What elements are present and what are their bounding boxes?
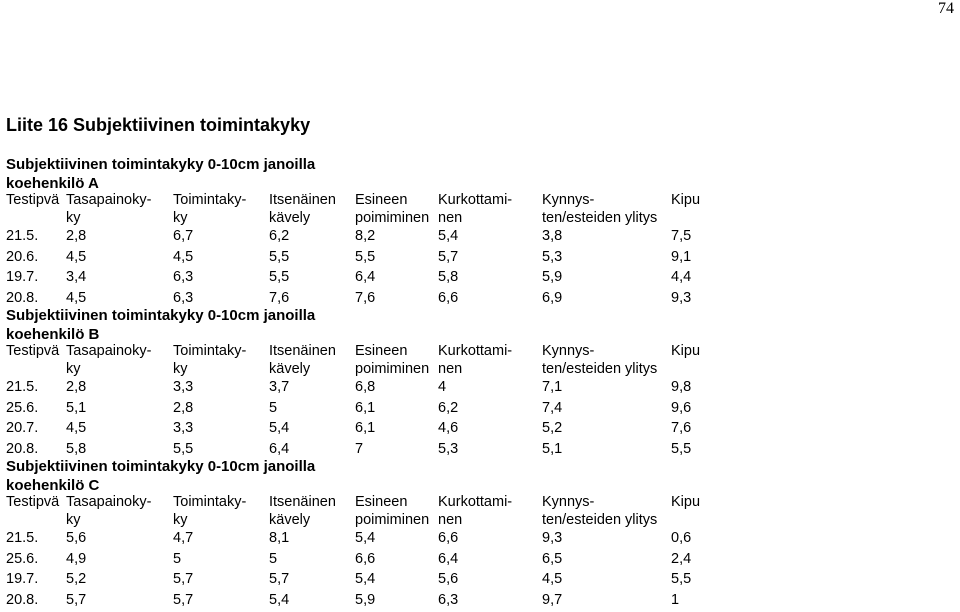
score-cell: 3,3 (172, 420, 268, 441)
column-header-line: Itsenäinen (269, 494, 354, 512)
column-header-line: poimiminen (355, 512, 437, 530)
score-cell: 7,5 (670, 228, 730, 249)
column-header-line: Testipvä (6, 494, 65, 512)
score-cell: 7,6 (354, 290, 437, 311)
date-cell: 20.7. (5, 420, 65, 441)
column-header (354, 494, 437, 530)
score-cell: 9,6 (670, 400, 730, 421)
column-header-line: Kipu (671, 494, 730, 512)
score-cell: 2,8 (65, 379, 172, 400)
column-header-line: Kynnys- (542, 192, 670, 210)
table-row (5, 400, 730, 421)
column-header-line: poimiminen (355, 210, 437, 228)
score-cell: 4,7 (172, 530, 268, 551)
score-cell: 5,8 (65, 441, 172, 462)
section-heading-a (6, 155, 315, 193)
column-header-line: ky (66, 210, 172, 228)
score-cell: 6,4 (268, 441, 354, 462)
column-header-line: ky (173, 512, 268, 530)
score-cell: 5,4 (268, 592, 354, 612)
date-cell: 20.8. (5, 441, 65, 462)
column-header-line: kävely (269, 361, 354, 379)
column-header-line: kävely (269, 210, 354, 228)
column-header-line: ten/esteiden ylitys (542, 210, 670, 228)
date-cell: 20.6. (5, 249, 65, 270)
score-cell: 5,1 (541, 441, 670, 462)
score-cell: 7,6 (670, 420, 730, 441)
column-header-line: Kipu (671, 192, 730, 210)
score-cell: 2,8 (172, 400, 268, 421)
section-heading-b (6, 306, 315, 344)
column-header (354, 343, 437, 379)
score-cell: 5,7 (65, 592, 172, 612)
score-cell: 6,4 (437, 551, 541, 572)
score-cell: 1 (670, 592, 730, 612)
column-header (5, 343, 65, 379)
column-header (437, 494, 541, 530)
column-header (541, 494, 670, 530)
score-cell: 5,7 (172, 571, 268, 592)
column-header (65, 343, 172, 379)
score-cell: 6,8 (354, 379, 437, 400)
column-header (268, 343, 354, 379)
table-row (5, 228, 730, 249)
score-cell: 6,2 (437, 400, 541, 421)
column-header-line: Tasapainoky- (66, 494, 172, 512)
score-cell: 5,2 (541, 420, 670, 441)
score-cell: 5,9 (541, 269, 670, 290)
column-header-line: Esineen (355, 494, 437, 512)
column-header-line: Kurkottami- (438, 343, 541, 361)
score-cell: 9,1 (670, 249, 730, 270)
score-cell: 6,1 (354, 400, 437, 421)
column-header (437, 192, 541, 228)
table-row (5, 269, 730, 290)
score-cell: 5,1 (65, 400, 172, 421)
score-cell: 8,2 (354, 228, 437, 249)
score-cell: 6,3 (172, 290, 268, 311)
section-title-line1: Subjektiivinen toimintakyky 0-10cm janoilla (6, 155, 315, 174)
score-cell: 3,8 (541, 228, 670, 249)
column-header-line: Kipu (671, 343, 730, 361)
column-header-line: ky (66, 512, 172, 530)
score-cell: 5 (268, 551, 354, 572)
column-header-line: Tasapainoky- (66, 192, 172, 210)
score-cell: 7,1 (541, 379, 670, 400)
column-header-line: Kurkottami- (438, 494, 541, 512)
column-header (541, 192, 670, 228)
score-cell: 5,8 (437, 269, 541, 290)
score-cell: 4,4 (670, 269, 730, 290)
column-header-line: ky (66, 361, 172, 379)
score-cell: 5 (268, 400, 354, 421)
column-header (670, 343, 730, 379)
column-header-line: ten/esteiden ylitys (542, 361, 670, 379)
score-cell: 5,4 (354, 571, 437, 592)
table-row (5, 379, 730, 400)
score-cell: 5,7 (437, 249, 541, 270)
table-row (5, 530, 730, 551)
score-cell: 9,7 (541, 592, 670, 612)
score-cell: 7 (354, 441, 437, 462)
appendix-title: Liite 16 Subjektiivinen toimintakyky (6, 112, 310, 138)
column-header-line: ky (173, 210, 268, 228)
date-cell: 25.6. (5, 551, 65, 572)
score-cell: 5,4 (268, 420, 354, 441)
column-header-line: nen (438, 210, 541, 228)
column-header-line: Testipvä (6, 343, 65, 361)
header-row (5, 494, 730, 530)
score-cell: 4,5 (65, 420, 172, 441)
column-header (354, 192, 437, 228)
score-cell: 6,6 (437, 530, 541, 551)
column-header (65, 494, 172, 530)
column-header-line: Toimintaky- (173, 192, 268, 210)
score-cell: 0,6 (670, 530, 730, 551)
date-cell: 25.6. (5, 400, 65, 421)
score-cell: 4,5 (541, 571, 670, 592)
column-header (172, 343, 268, 379)
date-cell: 20.8. (5, 290, 65, 311)
column-header (268, 192, 354, 228)
score-cell: 6,7 (172, 228, 268, 249)
score-cell: 7,4 (541, 400, 670, 421)
score-cell: 7,6 (268, 290, 354, 311)
column-header (541, 343, 670, 379)
score-cell: 5,4 (354, 530, 437, 551)
score-cell: 6,4 (354, 269, 437, 290)
table-row (5, 420, 730, 441)
column-header-line: Itsenäinen (269, 192, 354, 210)
column-header (172, 494, 268, 530)
column-header (670, 192, 730, 228)
section-title-line1: Subjektiivinen toimintakyky 0-10cm janoilla (6, 306, 315, 325)
score-cell: 5,6 (437, 571, 541, 592)
score-cell: 6,6 (354, 551, 437, 572)
section-title-subject: koehenkilö C (6, 476, 315, 495)
score-cell: 6,6 (437, 290, 541, 311)
date-cell: 19.7. (5, 269, 65, 290)
column-header-line: Itsenäinen (269, 343, 354, 361)
score-cell: 4,5 (172, 249, 268, 270)
date-cell: 21.5. (5, 530, 65, 551)
score-cell: 5,3 (541, 249, 670, 270)
table-row (5, 571, 730, 592)
score-cell: 4,5 (65, 249, 172, 270)
section-title-subject: koehenkilö B (6, 325, 315, 344)
score-cell: 3,4 (65, 269, 172, 290)
score-cell: 6,5 (541, 551, 670, 572)
score-cell: 5,5 (172, 441, 268, 462)
column-header-line: nen (438, 512, 541, 530)
column-header-line: Esineen (355, 343, 437, 361)
score-cell: 5,2 (65, 571, 172, 592)
results-table-a (5, 192, 730, 310)
column-header-line: Kynnys- (542, 343, 670, 361)
column-header-line: Tasapainoky- (66, 343, 172, 361)
score-cell: 6,3 (437, 592, 541, 612)
column-header-line: poimiminen (355, 361, 437, 379)
section-heading-c (6, 457, 315, 495)
header-row (5, 192, 730, 228)
column-header (437, 343, 541, 379)
date-cell: 21.5. (5, 379, 65, 400)
table-row (5, 249, 730, 270)
score-cell: 6,1 (354, 420, 437, 441)
column-header (65, 192, 172, 228)
score-cell: 5,5 (268, 269, 354, 290)
score-cell: 5,5 (354, 249, 437, 270)
score-cell: 5,9 (354, 592, 437, 612)
date-cell: 19.7. (5, 571, 65, 592)
score-cell: 3,7 (268, 379, 354, 400)
score-cell: 4,9 (65, 551, 172, 572)
results-table-b (5, 343, 730, 461)
score-cell: 8,1 (268, 530, 354, 551)
score-cell: 9,3 (541, 530, 670, 551)
column-header-line: ky (173, 361, 268, 379)
score-cell: 6,2 (268, 228, 354, 249)
score-cell: 9,3 (670, 290, 730, 311)
column-header (172, 192, 268, 228)
score-cell: 5,5 (670, 571, 730, 592)
score-cell: 5 (172, 551, 268, 572)
column-header-line: ten/esteiden ylitys (542, 512, 670, 530)
score-cell: 6,3 (172, 269, 268, 290)
column-header (5, 192, 65, 228)
column-header-line: kävely (269, 512, 354, 530)
section-title-subject: koehenkilö A (6, 174, 315, 193)
score-cell: 5,7 (268, 571, 354, 592)
page-number: 74 (938, 0, 954, 18)
score-cell: 4,5 (65, 290, 172, 311)
score-cell: 5,7 (172, 592, 268, 612)
column-header-line: Kurkottami- (438, 192, 541, 210)
table-row (5, 592, 730, 612)
column-header-line: Kynnys- (542, 494, 670, 512)
column-header (268, 494, 354, 530)
score-cell: 2,4 (670, 551, 730, 572)
column-header-line: Toimintaky- (173, 343, 268, 361)
column-header-line: Esineen (355, 192, 437, 210)
score-cell: 5,5 (268, 249, 354, 270)
date-cell: 21.5. (5, 228, 65, 249)
score-cell: 4 (437, 379, 541, 400)
column-header-line: nen (438, 361, 541, 379)
header-row (5, 343, 730, 379)
column-header-line: Toimintaky- (173, 494, 268, 512)
score-cell: 5,3 (437, 441, 541, 462)
table-row (5, 551, 730, 572)
column-header-line: Testipvä (6, 192, 65, 210)
score-cell: 5,6 (65, 530, 172, 551)
results-table-c (5, 494, 730, 612)
date-cell: 20.8. (5, 592, 65, 612)
score-cell: 3,3 (172, 379, 268, 400)
score-cell: 5,4 (437, 228, 541, 249)
section-title-line1: Subjektiivinen toimintakyky 0-10cm janoilla (6, 457, 315, 476)
score-cell: 4,6 (437, 420, 541, 441)
score-cell: 9,8 (670, 379, 730, 400)
column-header (670, 494, 730, 530)
score-cell: 5,5 (670, 441, 730, 462)
column-header (5, 494, 65, 530)
score-cell: 6,9 (541, 290, 670, 311)
score-cell: 2,8 (65, 228, 172, 249)
